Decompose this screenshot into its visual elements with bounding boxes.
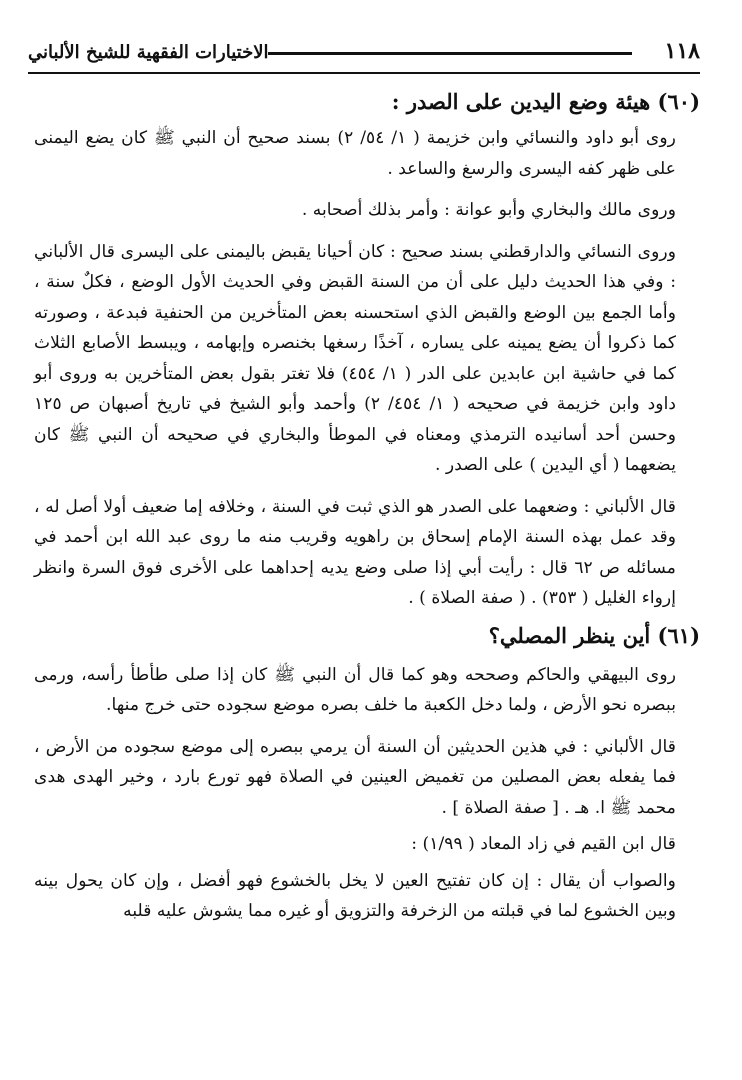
page-content <box>34 84 700 927</box>
page-header <box>28 36 700 74</box>
page-number: ١١٨ <box>664 38 700 64</box>
header-rule <box>268 52 632 55</box>
section-60-paragraph-2: وروى مالك والبخاري وأبو عوانة : وأمر بذلك أصحابه . <box>301 200 676 220</box>
section-61-paragraph-2: قال الألباني : في هذين الحديثين أن السنة أن يرمي ببصره إلى موضع سجوده من الأرض ، فما يفعله بعض المصلين من تغميض العينين في الصلاة فهو تورع بارد ، وخير الهدى هدى محمد ﷺ ا. هـ . [ صفة الصلاة ] . <box>34 736 676 818</box>
section-61-paragraph-1: روى البيهقي والحاكم وصححه وهو كما قال أن النبي ﷺ كان إذا صلى طأطأ رأسه، ورمى ببصره نحو الأرض ، ولما دخل الكعبة ما خلف بصره موضع سجوده حتى خرج منها. <box>34 664 676 715</box>
section-61-heading: (٦١) أين ينظر المصلي؟ <box>488 622 700 648</box>
running-title: الاختيارات الفقهية للشيخ الألباني <box>28 42 269 63</box>
section-61-paragraph-3: قال ابن القيم في زاد المعاد ( ١/٩٩) : <box>411 834 676 854</box>
section-60-paragraph-1: روى أبو داود والنسائي وابن خزيمة ( ١/ ٥٤/ ٢) بسند صحيح أن النبي ﷺ كان يضع اليمنى على ظهر كفه اليسرى والرسغ والساعد . <box>34 128 676 179</box>
section-60-heading: (٦٠) هيئة وضع اليدين على الصدر : <box>391 89 700 114</box>
section-60-paragraph-3: وروى النسائي والدارقطني بسند صحيح : كان أحيانا يقبض باليمنى على اليسرى قال الألباني : وفي هذا الحديث دليل على أن من السنة القبض وفي الحديث الأول الوضع ، فكلٌ سنة ، وأما الجمع بين الوضع والقبض الذي استحسنه بعض المتأخرين من الحنفية فبدعة ، وصورته كما ذكروا أن يضع يمينه على يساره ، آخذًا رسغها بخنصره وإبهامه ، ويبسط الأصابع الثلاث كما في حاشية ابن عابدين على الدر ( ١/ ٤٥٤) فلا تغتر بقول بعض المتأخرين به وروى أبو داود وابن خزيمة في صحيحه ( ١/ ٤٥٤/ ٢) وأحمد وأبو الشيخ في تاريخ أصبهان ص ١٢٥ وحسن أحد أسانيده الترمذي ومعناه في الموطأ والبخاري في صحيحه أن النبي ﷺ كان يضعهما ( أي اليدين ) على الصدر . <box>34 241 677 475</box>
section-60-paragraph-4: قال الألباني : وضعهما على الصدر هو الذي ثبت في السنة ، وخلافه إما ضعيف أولا أصل له ، وقد عمل بهذه السنة الإمام إسحاق بن راهويه وقريب منه ما روى عبد الله ابن أحمد في مسائله ص ٦٢ قال : رأيت أبي إذا صلى وضع يديه إحداهما على الأخرى فوق السرة وانظر إرواء الغليل ( ٣٥٣) . ( صفة الصلاة ) . <box>34 496 676 608</box>
section-61-paragraph-4: والصواب أن يقال : إن كان تفتيح العين لا يخل بالخشوع فهو أفضل ، وإن كان يحول بينه وبين الخشوع لما في قبلته من الزخرفة والتزويق أو غيره مما يشوش عليه قلبه <box>34 870 676 921</box>
